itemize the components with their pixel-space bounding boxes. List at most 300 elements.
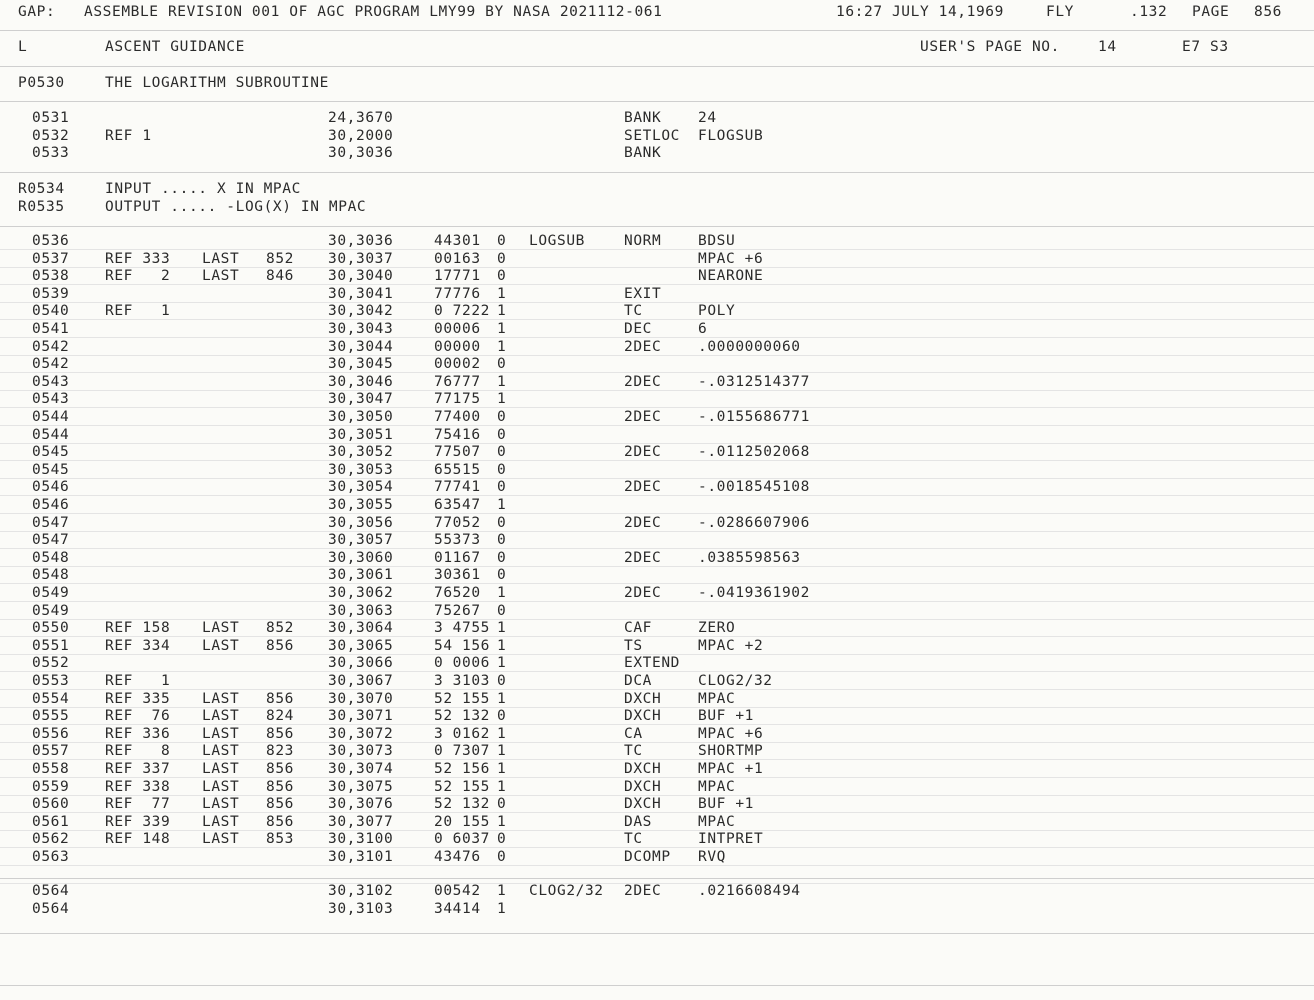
line-number: 0558 — [32, 761, 70, 777]
address: 30,3041 — [328, 285, 394, 302]
line-number: 0542 — [32, 338, 70, 355]
parity-bit: 1 — [497, 690, 507, 707]
octal-code: 65515 — [434, 461, 481, 478]
ref-field: REF 1 — [105, 673, 171, 689]
address: 30,3062 — [328, 585, 394, 601]
address: 30,3047 — [328, 391, 394, 408]
parity-bit: 1 — [497, 338, 507, 355]
address: 30,3065 — [328, 637, 394, 654]
parity-bit: 0 — [497, 461, 507, 478]
address: 30,3072 — [328, 725, 394, 742]
listing-line — [0, 110, 1314, 128]
line-number: 0540 — [32, 303, 70, 320]
listing-line — [0, 515, 1314, 533]
line-number: 0563 — [32, 849, 70, 865]
last-number: 856 — [266, 725, 294, 742]
line-number: 0543 — [32, 391, 70, 408]
operand: .0216608494 — [698, 883, 801, 899]
listing-line — [0, 901, 1314, 919]
line-number: 0556 — [32, 725, 70, 742]
address: 30,3056 — [328, 514, 394, 531]
address: 30,2000 — [328, 127, 394, 144]
parity-bit: 1 — [497, 813, 507, 830]
section-number: P0530 — [18, 75, 65, 91]
parity-bit: 0 — [497, 831, 507, 848]
parity-bit: 1 — [497, 900, 507, 917]
opcode: EXTEND — [624, 655, 680, 672]
operand: MPAC +2 — [698, 637, 764, 654]
opcode: CAF — [624, 620, 652, 637]
remark-number: R0534 — [18, 181, 65, 197]
listing-line — [0, 603, 1314, 621]
ruled-line — [0, 66, 1314, 67]
line-number: 0551 — [32, 637, 70, 654]
remark-text: INPUT ..... X IN MPAC — [105, 181, 301, 197]
last-number: 824 — [266, 708, 294, 725]
listing-line — [0, 321, 1314, 339]
octal-code: 0 0006 — [434, 655, 490, 672]
parity-bit: 0 — [497, 567, 507, 584]
listing-line — [0, 761, 1314, 779]
header-title: ASSEMBLE REVISION 001 OF AGC PROGRAM LMY99 BY NASA 2021112-061 — [84, 4, 663, 20]
line-number: 0544 — [32, 409, 70, 425]
address: 30,3075 — [328, 778, 394, 795]
listing-line — [0, 691, 1314, 709]
line-number: 0542 — [32, 356, 70, 373]
line-number: 0554 — [32, 690, 70, 707]
ref-field: REF 339 — [105, 813, 171, 830]
listing-line — [0, 726, 1314, 744]
last-number: 856 — [266, 690, 294, 707]
operand: -.0112502068 — [698, 444, 810, 461]
line-number: 0531 — [32, 110, 70, 126]
last-label: LAST — [202, 813, 240, 830]
address: 24,3670 — [328, 110, 394, 126]
opcode: EXIT — [624, 285, 662, 302]
opcode: TC — [624, 743, 643, 760]
listing-line — [0, 181, 1314, 199]
users-page-label: USER'S PAGE NO. — [920, 39, 1060, 55]
line-number: 0545 — [32, 444, 70, 461]
last-number: 856 — [266, 778, 294, 795]
listing-line — [0, 427, 1314, 445]
last-number: 856 — [266, 637, 294, 654]
line-number: 0560 — [32, 796, 70, 813]
operand: MPAC — [698, 813, 736, 830]
last-label: LAST — [202, 831, 240, 848]
parity-bit: 1 — [497, 373, 507, 390]
opcode: TS — [624, 637, 643, 654]
listing-line — [0, 128, 1314, 146]
line-number: 0553 — [32, 673, 70, 689]
address: 30,3060 — [328, 549, 394, 566]
address: 30,3044 — [328, 338, 394, 355]
opcode: CA — [624, 725, 643, 742]
operand: MPAC +1 — [698, 761, 764, 777]
line-number: 0550 — [32, 620, 70, 637]
ref-field: REF 76 — [105, 708, 171, 725]
line-number: 0548 — [32, 567, 70, 584]
octal-code: 3 3103 — [434, 673, 490, 689]
octal-code: 63547 — [434, 497, 481, 513]
remark-text: OUTPUT ..... -LOG(X) IN MPAC — [105, 198, 367, 215]
address: 30,3076 — [328, 796, 394, 813]
ref-field: REF 2 — [105, 268, 171, 285]
operand: POLY — [698, 303, 736, 320]
octal-code: 43476 — [434, 849, 481, 865]
operand: BUF +1 — [698, 796, 754, 813]
operand: BUF +1 — [698, 708, 754, 725]
ref-field: REF 77 — [105, 796, 171, 813]
octal-code: 30361 — [434, 567, 481, 584]
parity-bit: 0 — [497, 444, 507, 461]
parity-bit: 0 — [497, 849, 507, 865]
line-number: 0546 — [32, 479, 70, 496]
line-number: 0549 — [32, 585, 70, 601]
listing-header — [0, 4, 1314, 22]
section-title-line — [0, 75, 1314, 93]
line-number: 0547 — [32, 532, 70, 549]
parity-bit: 1 — [497, 743, 507, 760]
address: 30,3064 — [328, 620, 394, 637]
parity-bit: 0 — [497, 479, 507, 496]
octal-code: 76777 — [434, 373, 481, 390]
operand: ZERO — [698, 620, 736, 637]
parity-bit: 1 — [497, 883, 507, 899]
address: 30,3053 — [328, 461, 394, 478]
address: 30,3046 — [328, 373, 394, 390]
octal-code: 44301 — [434, 233, 481, 249]
octal-code: 00163 — [434, 250, 481, 267]
octal-code: 00002 — [434, 356, 481, 373]
address: 30,3071 — [328, 708, 394, 725]
last-number: 853 — [266, 831, 294, 848]
listing-line — [0, 391, 1314, 409]
last-label: LAST — [202, 637, 240, 654]
line-number: 0555 — [32, 708, 70, 725]
listing-line — [0, 796, 1314, 814]
listing-line — [0, 199, 1314, 217]
operand: RVQ — [698, 849, 726, 865]
ruled-line — [0, 985, 1314, 986]
ruled-line — [0, 226, 1314, 227]
parity-bit: 0 — [497, 549, 507, 566]
ruled-line — [0, 101, 1314, 102]
opcode: TC — [624, 831, 643, 848]
octal-code: 52 156 — [434, 761, 490, 777]
operand: BDSU — [698, 233, 736, 249]
parity-bit: 1 — [497, 620, 507, 637]
line-number: 0562 — [32, 831, 70, 848]
listing-line — [0, 620, 1314, 638]
operand: -.0286607906 — [698, 514, 810, 531]
address: 30,3103 — [328, 900, 394, 917]
operand: -.0155686771 — [698, 409, 810, 425]
octal-code: 54 156 — [434, 637, 490, 654]
operand: SHORTMP — [698, 743, 764, 760]
address: 30,3054 — [328, 479, 394, 496]
octal-code: 52 155 — [434, 778, 490, 795]
octal-code: 17771 — [434, 268, 481, 285]
symbol-label: CLOG2/32 — [529, 883, 604, 899]
octal-code: 77400 — [434, 409, 481, 425]
parity-bit: 1 — [497, 637, 507, 654]
opcode: NORM — [624, 233, 662, 249]
line-number: 0548 — [32, 549, 70, 566]
parity-bit: 1 — [497, 497, 507, 513]
operand: -.0018545108 — [698, 479, 810, 496]
opcode: DXCH — [624, 796, 662, 813]
last-label: LAST — [202, 690, 240, 707]
address: 30,3100 — [328, 831, 394, 848]
operand: MPAC +6 — [698, 725, 764, 742]
octal-code: 76520 — [434, 585, 481, 601]
line-number: 0544 — [32, 426, 70, 443]
address: 30,3077 — [328, 813, 394, 830]
last-number: 856 — [266, 761, 294, 777]
ref-field: REF 8 — [105, 743, 171, 760]
ruled-line — [0, 878, 1314, 879]
operand: -.0312514377 — [698, 373, 810, 390]
opcode: 2DEC — [624, 444, 662, 461]
listing-line — [0, 251, 1314, 269]
line-number: 0557 — [32, 743, 70, 760]
parity-bit: 0 — [497, 708, 507, 725]
parity-bit: 0 — [497, 426, 507, 443]
section-name: ASCENT GUIDANCE — [105, 39, 245, 55]
operand: CLOG2/32 — [698, 673, 773, 689]
ref-field: REF 1 — [105, 127, 152, 144]
address: 30,3063 — [328, 602, 394, 619]
operand: .0000000060 — [698, 338, 801, 355]
octal-code: 77507 — [434, 444, 481, 461]
listing-line — [0, 462, 1314, 480]
listing-line — [0, 883, 1314, 901]
last-label: LAST — [202, 268, 240, 285]
address: 30,3040 — [328, 268, 394, 285]
parity-bit: 0 — [497, 233, 507, 249]
octal-code: 00000 — [434, 338, 481, 355]
line-number: 0543 — [32, 373, 70, 390]
address: 30,3057 — [328, 532, 394, 549]
operand: MPAC — [698, 690, 736, 707]
address: 30,3036 — [328, 233, 394, 249]
listing-line — [0, 479, 1314, 497]
octal-code: 77741 — [434, 479, 481, 496]
ruled-line — [0, 933, 1314, 934]
operand: -.0419361902 — [698, 585, 810, 601]
address: 30,3074 — [328, 761, 394, 777]
octal-code: 55373 — [434, 532, 481, 549]
octal-code: 00006 — [434, 321, 481, 337]
opcode: 2DEC — [624, 409, 662, 425]
header-fly: FLY — [1046, 4, 1074, 20]
opcode: DXCH — [624, 690, 662, 707]
listing-line — [0, 303, 1314, 321]
opcode: BANK — [624, 110, 662, 126]
last-label: LAST — [202, 778, 240, 795]
address: 30,3055 — [328, 497, 394, 513]
parity-bit: 1 — [497, 725, 507, 742]
last-number: 823 — [266, 743, 294, 760]
octal-code: 77052 — [434, 514, 481, 531]
listing-line — [0, 567, 1314, 585]
opcode: DXCH — [624, 778, 662, 795]
opcode: TC — [624, 303, 643, 320]
subheader-mark: L — [18, 39, 28, 55]
octal-code: 0 6037 — [434, 831, 490, 848]
last-label: LAST — [202, 761, 240, 777]
opcode: DAS — [624, 813, 652, 830]
header-datetime: 16:27 JULY 14,1969 — [836, 4, 1004, 20]
address: 30,3073 — [328, 743, 394, 760]
listing-line — [0, 286, 1314, 304]
gap-label: GAP: — [18, 4, 56, 20]
line-number: 0559 — [32, 778, 70, 795]
listing-line — [0, 356, 1314, 374]
address: 30,3066 — [328, 655, 394, 672]
listing-line — [0, 673, 1314, 691]
line-number: 0549 — [32, 602, 70, 619]
parity-bit: 0 — [497, 356, 507, 373]
operand: 24 — [698, 110, 717, 126]
address: 30,3045 — [328, 356, 394, 373]
last-number: 846 — [266, 268, 294, 285]
ref-field: REF 335 — [105, 690, 171, 707]
users-page-number: 14 — [1098, 39, 1117, 55]
ref-field: REF 337 — [105, 761, 171, 777]
parity-bit: 1 — [497, 761, 507, 777]
opcode: 2DEC — [624, 883, 662, 899]
listing-line — [0, 233, 1314, 251]
opcode: 2DEC — [624, 479, 662, 496]
address: 30,3061 — [328, 567, 394, 584]
listing-line — [0, 708, 1314, 726]
parity-bit: 1 — [497, 585, 507, 601]
listing-line — [0, 268, 1314, 286]
operand: INTPRET — [698, 831, 764, 848]
page-number: 856 — [1254, 4, 1282, 20]
octal-code: 75267 — [434, 602, 481, 619]
ref-field: REF 1 — [105, 303, 171, 320]
ref-field: REF 158 — [105, 620, 171, 637]
ref-field: REF 336 — [105, 725, 171, 742]
listing-line — [0, 779, 1314, 797]
section-title: THE LOGARITHM SUBROUTINE — [105, 75, 329, 91]
line-number: 0546 — [32, 497, 70, 513]
parity-bit: 0 — [497, 250, 507, 267]
opcode: DEC — [624, 321, 652, 337]
listing-line — [0, 145, 1314, 163]
address: 30,3102 — [328, 883, 394, 899]
page-label: PAGE — [1192, 4, 1230, 20]
listing-line — [0, 814, 1314, 832]
last-label: LAST — [202, 725, 240, 742]
listing-line — [0, 831, 1314, 849]
opcode: 2DEC — [624, 549, 662, 566]
address: 30,3067 — [328, 673, 394, 689]
parity-bit: 1 — [497, 303, 507, 320]
line-number: 0538 — [32, 268, 70, 285]
octal-code: 77776 — [434, 285, 481, 302]
line-number: 0533 — [32, 145, 70, 162]
opcode: 2DEC — [624, 514, 662, 531]
octal-code: 20 155 — [434, 813, 490, 830]
octal-code: 52 155 — [434, 690, 490, 707]
octal-code: 0 7222 — [434, 303, 490, 320]
parity-bit: 0 — [497, 796, 507, 813]
listing-line — [0, 497, 1314, 515]
ruled-line — [0, 30, 1314, 31]
line-number: 0547 — [32, 514, 70, 531]
last-number: 852 — [266, 620, 294, 637]
listing-line — [0, 444, 1314, 462]
octal-code: 01167 — [434, 549, 481, 566]
line-number: 0536 — [32, 233, 70, 249]
ruled-line — [0, 172, 1314, 173]
listing-line — [0, 532, 1314, 550]
line-number: 0537 — [32, 250, 70, 267]
last-label: LAST — [202, 250, 240, 267]
ref-field: REF 148 — [105, 831, 171, 848]
ref-field: REF 333 — [105, 250, 171, 267]
octal-code: 3 4755 — [434, 620, 490, 637]
parity-bit: 1 — [497, 778, 507, 795]
listing-line — [0, 585, 1314, 603]
parity-bit: 1 — [497, 321, 507, 337]
listing-line — [0, 550, 1314, 568]
line-number: 0552 — [32, 655, 70, 672]
listing-line — [0, 374, 1314, 392]
opcode: 2DEC — [624, 338, 662, 355]
opcode: SETLOC — [624, 127, 680, 144]
last-label: LAST — [202, 743, 240, 760]
octal-code: 75416 — [434, 426, 481, 443]
parity-bit: 0 — [497, 514, 507, 531]
listing-line — [0, 743, 1314, 761]
parity-bit: 0 — [497, 532, 507, 549]
line-number: 0564 — [32, 900, 70, 917]
address: 30,3037 — [328, 250, 394, 267]
last-number: 856 — [266, 796, 294, 813]
line-number: 0541 — [32, 321, 70, 337]
address: 30,3050 — [328, 409, 394, 425]
parity-bit: 0 — [497, 409, 507, 425]
listing-line — [0, 849, 1314, 867]
parity-bit: 1 — [497, 655, 507, 672]
address: 30,3101 — [328, 849, 394, 865]
octal-code: 3 0162 — [434, 725, 490, 742]
listing-line — [0, 409, 1314, 427]
last-label: LAST — [202, 708, 240, 725]
last-label: LAST — [202, 796, 240, 813]
operand: MPAC — [698, 778, 736, 795]
operand: .0385598563 — [698, 549, 801, 566]
octal-code: 52 132 — [434, 708, 490, 725]
octal-code: 77175 — [434, 391, 481, 408]
octal-code: 00542 — [434, 883, 481, 899]
opcode: DCA — [624, 673, 652, 689]
octal-code: 34414 — [434, 900, 481, 917]
listing-line — [0, 339, 1314, 357]
octal-code: 52 132 — [434, 796, 490, 813]
opcode: DCOMP — [624, 849, 671, 865]
opcode: DXCH — [624, 708, 662, 725]
parity-bit: 1 — [497, 391, 507, 408]
ref-field: REF 338 — [105, 778, 171, 795]
header-code: .132 — [1130, 4, 1168, 20]
operand: FLOGSUB — [698, 127, 764, 144]
